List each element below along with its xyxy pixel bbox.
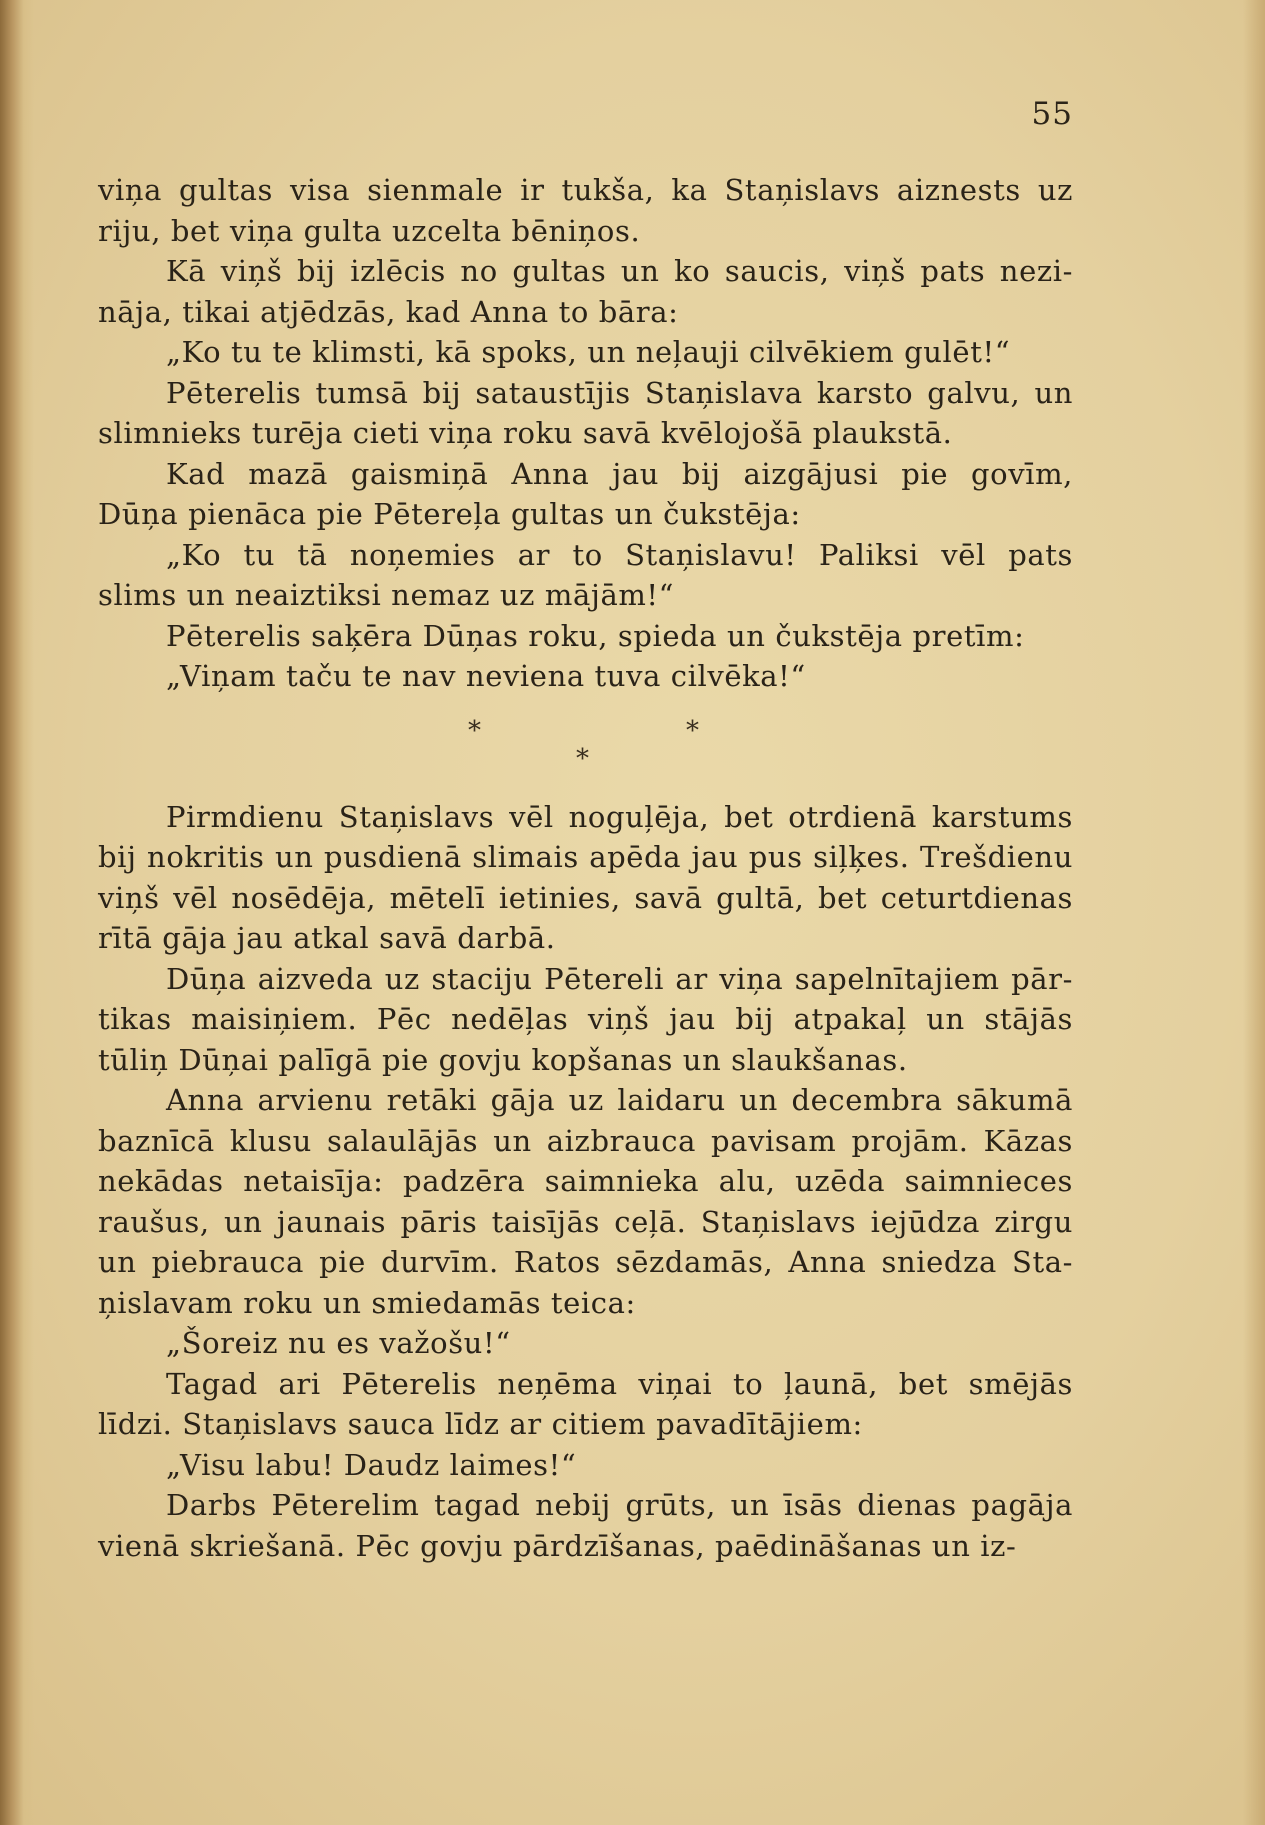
text-line: „Ko tu te klimsti, kā spoks, un neļauji cilvēkiem gulēt!“ — [166, 335, 1011, 369]
section-separator — [98, 697, 1073, 797]
text-line: Dūņa aizveda uz staciju Pētereli ar viņa sapelnītajiem pār- — [166, 961, 1073, 996]
paragraph — [98, 1364, 1073, 1445]
text-line: Kad mazā gaismiņā Anna jau bij aizgājusi pie govīm, — [166, 456, 1073, 491]
text-line: „Viņam taču te nav neviena tuva cilvēka!“ — [166, 659, 806, 693]
paragraph — [98, 656, 1073, 697]
paragraph — [98, 454, 1073, 535]
paragraph — [98, 1323, 1073, 1364]
text-section-after-break — [98, 797, 1073, 1567]
separator-asterisk: * — [686, 715, 700, 746]
paragraph — [98, 1485, 1073, 1566]
separator-asterisk: * — [576, 743, 590, 774]
paragraph — [98, 251, 1073, 332]
text-line: „Visu labu! Daudz laimes!“ — [166, 1447, 577, 1482]
text-line: nekādas netaisīja: padzēra saimnieka alu, uzēda saimnieces — [98, 1164, 1073, 1198]
text-line: Darbs Pēterelim tagad nebij grūts, un īsās dienas pagāja — [166, 1488, 1073, 1522]
text-line: baznīcā klusu salaulājās un aizbrauca pavisam projām. Kāzas — [98, 1123, 1073, 1158]
text-line: „Šoreiz nu es važošu!“ — [166, 1326, 511, 1360]
paragraph — [98, 332, 1073, 373]
text-line: Dūņa pienāca pie Pētereļa gultas un čukstēja: — [98, 497, 801, 531]
text-line: tikas maisiņiem. Pēc nedēļas viņš jau bij atpakaļ un stājās — [98, 1002, 1073, 1036]
paragraph — [98, 535, 1073, 616]
separator-asterisk: * — [468, 715, 482, 746]
text-line: ņislavam roku un smiedamās teica: — [98, 1285, 636, 1320]
text-line: riju, bet viņa gulta uzcelta bēniņos. — [98, 213, 641, 248]
text-line: slimnieks turēja cieti viņa roku savā kvēlojošā plaukstā. — [98, 416, 953, 450]
paragraph — [98, 170, 1073, 251]
text-line: „Ko tu tā noņemies ar to Staņislavu! Paliksi vēl pats — [166, 537, 1073, 572]
paragraph — [98, 1080, 1073, 1323]
text-line: viņa gultas visa sienmale ir tukša, ka Staņislavs aiznests uz — [98, 173, 1073, 207]
text-line: Pēterelis tumsā bij sataustījis Staņislava karsto galvu, un — [166, 375, 1073, 410]
paragraph — [98, 616, 1073, 657]
body-text — [98, 170, 1073, 1566]
text-line: rītā gāja jau atkal savā darbā. — [98, 921, 556, 955]
paragraph — [98, 797, 1073, 959]
text-line: Pirmdienu Staņislavs vēl noguļēja, bet otrdienā karstums — [166, 799, 1073, 834]
page-number: 55 — [1031, 96, 1073, 132]
text-line: tūliņ Dūņai palīgā pie govju kopšanas un slaukšanas. — [98, 1042, 908, 1077]
text-line: un piebrauca pie durvīm. Ratos sēzdamās, Anna sniedza Sta- — [98, 1245, 1073, 1279]
text-line: bij nokritis un pusdienā slimais apēda jau pus siļķes. Trešdienu — [98, 840, 1073, 874]
text-line: Kā viņš bij izlēcis no gultas un ko saucis, viņš pats nezi- — [166, 254, 1073, 288]
paragraph — [98, 959, 1073, 1081]
page-binding-edge — [0, 0, 34, 1825]
text-line: līdzi. Staņislavs sauca līdz ar citiem pavadītājiem: — [98, 1407, 863, 1441]
text-line: viņš vēl nosēdēja, mētelī ietinies, savā gultā, bet ceturtdienas — [98, 880, 1073, 915]
text-line: Tagad ari Pēterelis neņēma viņai to ļaunā, bet smējās — [166, 1366, 1073, 1401]
paragraph — [98, 373, 1073, 454]
text-line: Pēterelis saķēra Dūņas roku, spieda un čukstēja pretīm: — [166, 618, 1025, 653]
page-right-edge — [1243, 0, 1265, 1825]
text-line: Anna arvienu retāki gāja uz laidaru un decembra sākumā — [166, 1083, 1073, 1117]
text-line: raušus, un jaunais pāris taisījās ceļā. Staņislavs iejūdza zirgu — [98, 1204, 1073, 1239]
text-line: nāja, tikai atjēdzās, kad Anna to bāra: — [98, 294, 679, 329]
text-line: slims un neaiztiksi nemaz uz mājām!“ — [98, 578, 675, 612]
text-section-before-break — [98, 170, 1073, 697]
text-line: vienā skriešanā. Pēc govju pārdzīšanas, paēdināšanas un iz- — [98, 1528, 1017, 1563]
paragraph — [98, 1445, 1073, 1486]
